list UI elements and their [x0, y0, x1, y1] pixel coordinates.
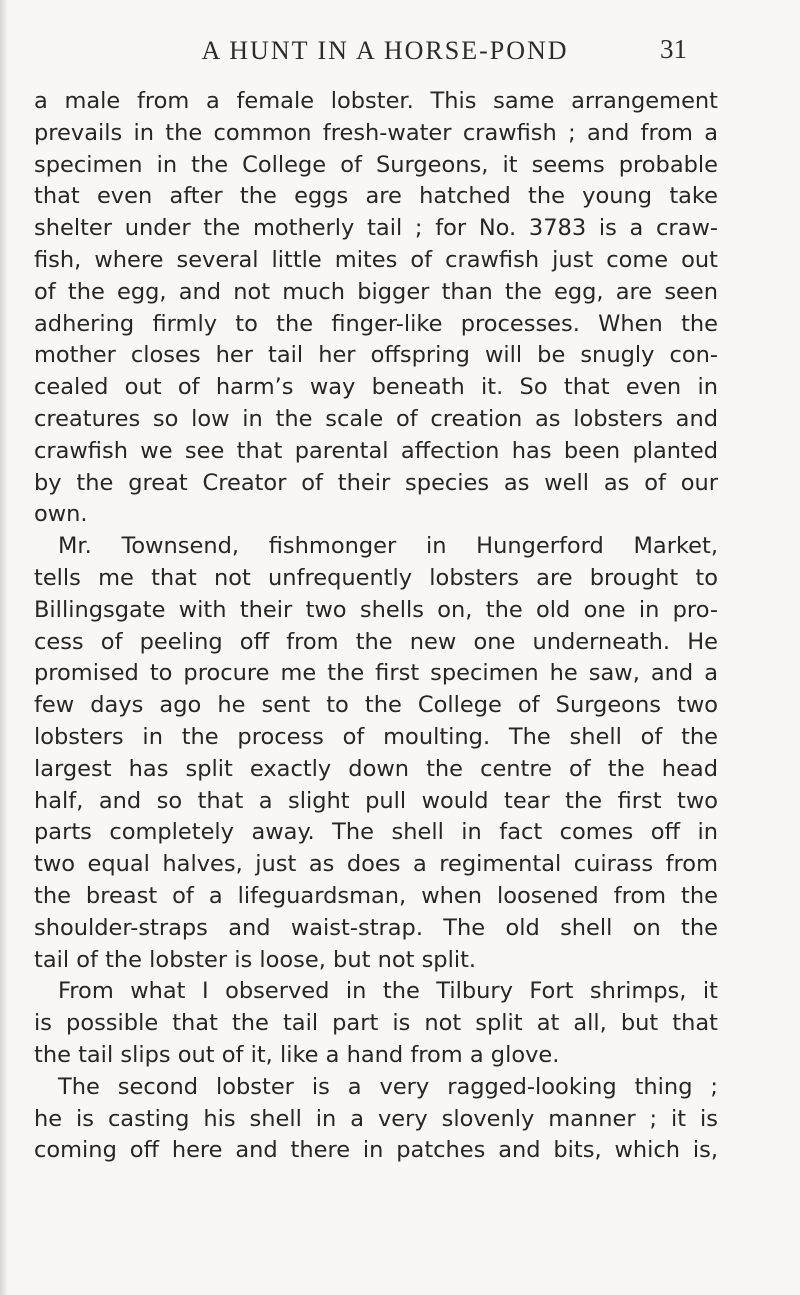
text-line: Billingsgate with their two shells on, the old one in pro- [34, 596, 718, 623]
text-line: cess of peeling off from the new one underneath. He [34, 628, 718, 655]
text-line: tells me that not unfrequently lobsters are brought to [34, 564, 718, 591]
text-line: promised to procure me the first specimen he saw, and a [34, 660, 718, 687]
text-line: half, and so that a slight pull would tear the first two [34, 787, 718, 814]
text-line: adhering firmly to the finger-like processes. When the [34, 310, 718, 337]
text-line: largest has split exactly down the centre of the head [34, 755, 718, 782]
text-line: a male from a female lobster. This same arrangement [34, 88, 718, 114]
page-number: 31 [660, 34, 687, 64]
text-line: the breast of a lifeguardsman, when loosened from the [34, 882, 718, 909]
text-line: of the egg, and not much bigger than the egg, are seen [34, 278, 718, 305]
text-line: prevails in the common fresh-water crawfish ; and from a [34, 119, 718, 146]
text-line: cealed out of harm’s way beneath it. So that even in [34, 374, 718, 401]
text-line: From what I observed in the Tilbury Fort shrimps, it [58, 978, 718, 1005]
text-line: crawfish we see that parental affection has been planted [34, 437, 718, 464]
text-line: specimen in the College of Surgeons, it seems probable [34, 151, 718, 178]
text-line: he is casting his shell in a very slovenly manner ; it is [34, 1105, 718, 1132]
text-line: the tail slips out of it, like a hand from a glove. [34, 1041, 560, 1068]
text-line: Mr. Townsend, fishmonger in Hungerford Market, [58, 533, 718, 560]
text-line: shelter under the motherly tail ; for No. 3783 is a craw- [34, 215, 718, 242]
text-line: coming off here and there in patches and bits, which is, [34, 1137, 718, 1164]
text-line: lobsters in the process of moulting. The shell of the [34, 723, 718, 750]
binding-gutter [0, 0, 8, 1295]
text-line: parts completely away. The shell in fact comes off in [34, 819, 718, 846]
text-line: two equal halves, just as does a regimental cuirass from [34, 851, 718, 878]
text-line: tail of the lobster is loose, but not split. [34, 946, 477, 973]
body-text [34, 86, 718, 1167]
text-line: is possible that the tail part is not split at all, but that [34, 1010, 718, 1037]
text-line: by the great Creator of their species as well as of our [34, 469, 718, 496]
text-line: fish, where several little mites of crawfish just come out [34, 246, 718, 273]
text-line: creatures so low in the scale of creation as lobsters and [34, 405, 718, 432]
text-line: The second lobster is a very ragged-looking thing ; [58, 1073, 718, 1100]
text-line: that even after the eggs are hatched the young take [34, 183, 718, 210]
running-head: A HUNT IN A HORSE-POND [201, 36, 569, 65]
text-line: own. [34, 501, 88, 528]
text-line: shoulder-straps and waist-strap. The old shell on the [34, 914, 718, 941]
text-line: few days ago he sent to the College of Surgeons two [34, 692, 718, 719]
text-line: mother closes her tail her offspring will be snugly con- [34, 342, 718, 369]
